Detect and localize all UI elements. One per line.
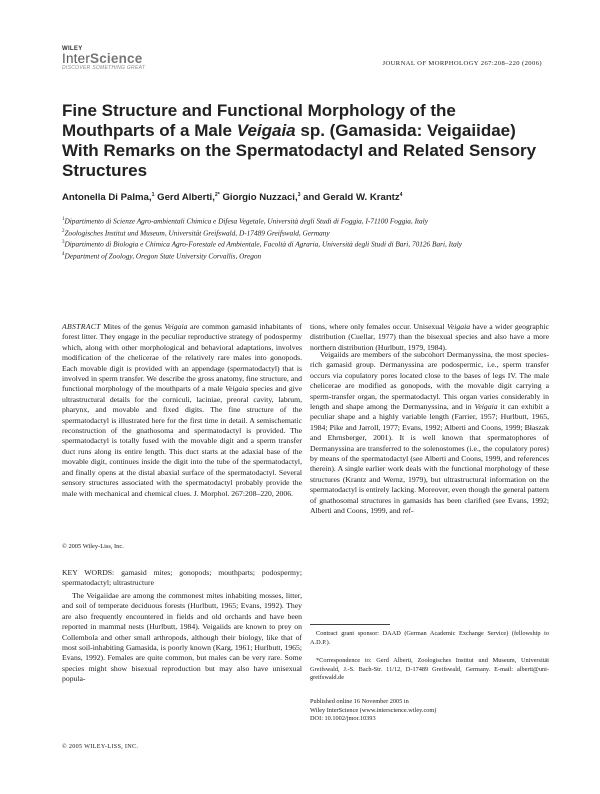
keywords-label: KEY WORDS:	[62, 568, 115, 577]
intro-paragraph-1-cont	[310, 322, 549, 353]
abstract-genus-1: Veigaia	[164, 322, 188, 331]
title-genus: Veigaia	[236, 121, 296, 140]
author-2-star: *	[217, 192, 220, 198]
affiliation-2	[62, 227, 552, 239]
keywords-text: gamasid mites; gonopods; mouthparts; podospermy; spermatodactyl; ultrastructure	[62, 568, 303, 588]
affiliation-3-sup: 3	[62, 240, 65, 246]
author-1-sup: 1	[151, 192, 155, 198]
intro-paragraph-1: The Veigaiidae are among the commonest mites inhabiting mosses, litter, and soil of temperate deciduous forests (Hurlbutt, 1965; Evans, 1992). They are also frequently encountered in fields and old orchards and have been reported in mammal nests (Hurlbutt, 1984). Veigaiids are known to prey on Collembola and other small arthropods, although their biology, like that of most soil-inhabiting Gamasida, is poorly known (Karg, 1961; Hurlbutt, 1965; Evans, 1992). Females are quite common, but males can be very rare. Some species might show bisexual reproduction but may also have unisexual popula-	[62, 591, 302, 684]
logo-wiley-text: WILEY	[62, 46, 83, 52]
abstract-copyright: © 2005 Wiley-Liss, Inc.	[62, 543, 124, 550]
logo-science: Science	[90, 51, 143, 66]
affiliation-4-sup: 4	[62, 252, 65, 258]
footnote-correspondence: *Correspondence to: Gerd Alberti, Zoologisches Institut und Museum, Universität Greifswald, J.-S. Bach-Str. 11/12, D-17489 Greifswald, Germany. E-mail: alberti@uni-greifswald.de	[310, 657, 549, 682]
footnote-divider	[310, 624, 390, 625]
author-list	[62, 192, 552, 203]
keywords	[62, 568, 302, 589]
author-3-sup: 3	[297, 192, 301, 198]
journal-header: JOURNAL OF MORPHOLOGY 267:208–220 (2006)	[382, 60, 542, 67]
affiliations	[62, 215, 552, 262]
para1-cont-text-2: have a wider geographic distribution (Cuellar, 1977) than the bisexual species and also have a more northern distribution (Hurlbutt, 1979, 1984).	[310, 322, 549, 352]
logo-inter: Inter	[62, 51, 91, 66]
affiliation-4	[62, 250, 552, 262]
author-4: and Gerald W. Krantz	[300, 192, 400, 204]
para2-text-1: Veigaiids are members of the subcohort Dermanyssina, the most species-rich gamasid group. Dermanyssina are podospermic, i.e., sperm transfer occurs via copulatory pores located close to the bases of legs IV. The male chelicerae are modified as gonopods, with the movable digit carrying a sperm-transfer organ, the spermatodactyl. This organ varies considerably in length and shape among the Dermanyssina, and in	[310, 350, 549, 412]
author-1: Antonella Di Palma,	[62, 192, 152, 204]
doi-line: DOI: 10.1002/jmor.10393	[310, 715, 376, 723]
publisher-logo	[62, 46, 162, 71]
abstract-text-3: species and give ultrastructural details for the corniculi, laciniae, preoral cavity, labrum, pharynx, and movable and fixed digits. The fine structure of the spermatodactyl is illustrated here for the first time in detail. A semischematic reconstruction of the gnathosoma and spermatodactyl is provided. The spermatodactyl is totally fused with the movable digit and a sperm transfer duct runs along its entire length. This duct starts at the adaxial base of the movable digit, continues inside the digit into the tube of the spermatodactyl, and finally opens at the distal abaxial surface of the spermatodactyl. Several sensory structures associated with the spermatodactyl probably provide the male with mechanical and chemical clues. J. Morphol. 267:208–220, 2006.	[62, 384, 302, 498]
para1-cont-genus: Veigaia	[447, 322, 471, 331]
affiliation-4-text: Department of Zoology, Oregon State University Corvallis, Oregon	[64, 251, 262, 261]
affiliation-1	[62, 215, 552, 227]
abstract-label: ABSTRACT	[62, 322, 101, 331]
abstract-genus-2: Veigaia	[225, 384, 249, 394]
para2-text-2: it can exhibit a peculiar shape and a highly variable length (Farrier, 1957; Hurlbutt, 1965, 1984; Pike and Jarroll, 1977; Evans, 1992; Alberti and Coons, 1999; Błaszak and Ehrnsberger, 2001). It is well known that spermatophores of Dermanyssina are transferred to the solenostomes (i.e., the copulatory pores) by means of the spermatodactyl (see Alberti and Coons, 1999, and references therein). A single earlier work deals with the functional morphology of these structures (Krantz and Wernz, 1979), but ultrastructural information on the spermatodactyl is entirely lacking. Moreover, even though the general pattern of gnathosomal structures in gamasids has been clarified (see Evans, 1992; Alberti and Coons, 1999, and ref-	[310, 402, 549, 516]
published-line-1: Published online 16 November 2005 in	[310, 698, 409, 705]
paper-title	[62, 101, 552, 181]
author-4-sup: 4	[399, 192, 403, 198]
logo-tagline: DISCOVER SOMETHING GREAT	[62, 65, 146, 71]
publication-info	[310, 698, 549, 724]
affiliation-1-text: Dipartimento di Scienze Agro-ambientali Chimica e Difesa Vegetale, Università degli Studi di Foggia, I-71100 Foggia, Italy	[64, 216, 428, 226]
title-part1: Fine Structure and Functional Morphology of the Mouthparts of a Male	[62, 101, 456, 140]
affiliation-1-sup: 1	[62, 217, 65, 222]
affiliation-3	[62, 238, 552, 250]
affiliation-3-text: Dipartimento di Biologia e Chimica Agro-Forestale ed Ambientale, Facoltà di Agraria, Università degli Studi di Bari, 70126 Bari, Italy	[64, 239, 463, 249]
abstract	[62, 322, 302, 499]
author-2: Gerd Alberti,	[154, 192, 215, 204]
published-line-2: Wiley InterScience (www.interscience.wiley.com)	[310, 706, 437, 714]
logo-interscience-text	[62, 52, 162, 65]
title-part2: sp. (Gamasida: Veigaiidae) With Remarks on the Spermatodactyl and Related Sensory Structures	[62, 121, 537, 180]
affiliation-2-text: Zoologisches Institut und Museum, Universität Greifswald, D-17489 Greifswald, Germany	[64, 228, 330, 238]
affiliation-2-sup: 2	[62, 228, 65, 234]
page-copyright: © 2005 WILEY-LISS, INC.	[62, 743, 139, 750]
footnote-grant: Contract grant sponsor: DAAD (German Academic Exchange Service) (fellowship to A.D.P.).	[310, 630, 549, 646]
abstract-text-1: Mites of the genus	[100, 322, 165, 331]
abstract-text-2: are common gamasid inhabitants of forest litter. They engage in the peculiar reproductive strategy of podospermy which, along with other morphological and behavioral adaptations, involves modification of the chelicerae of the relatively rare males into gonopods. Each movable digit is provided with an appendage (spermatodactyl) that is involved in sperm transfer. We describe the gross anatomy, fine structure, and functional morphology of the mouthparts of a male	[62, 322, 302, 394]
author-2-sup-num: 2	[214, 192, 218, 198]
para2-genus: Veigaia	[474, 402, 498, 412]
author-3: Giorgio Nuzzaci,	[219, 192, 298, 204]
para1-cont-text-1: tions, where only females occur. Unisexual	[310, 322, 447, 331]
intro-paragraph-2	[310, 350, 549, 517]
